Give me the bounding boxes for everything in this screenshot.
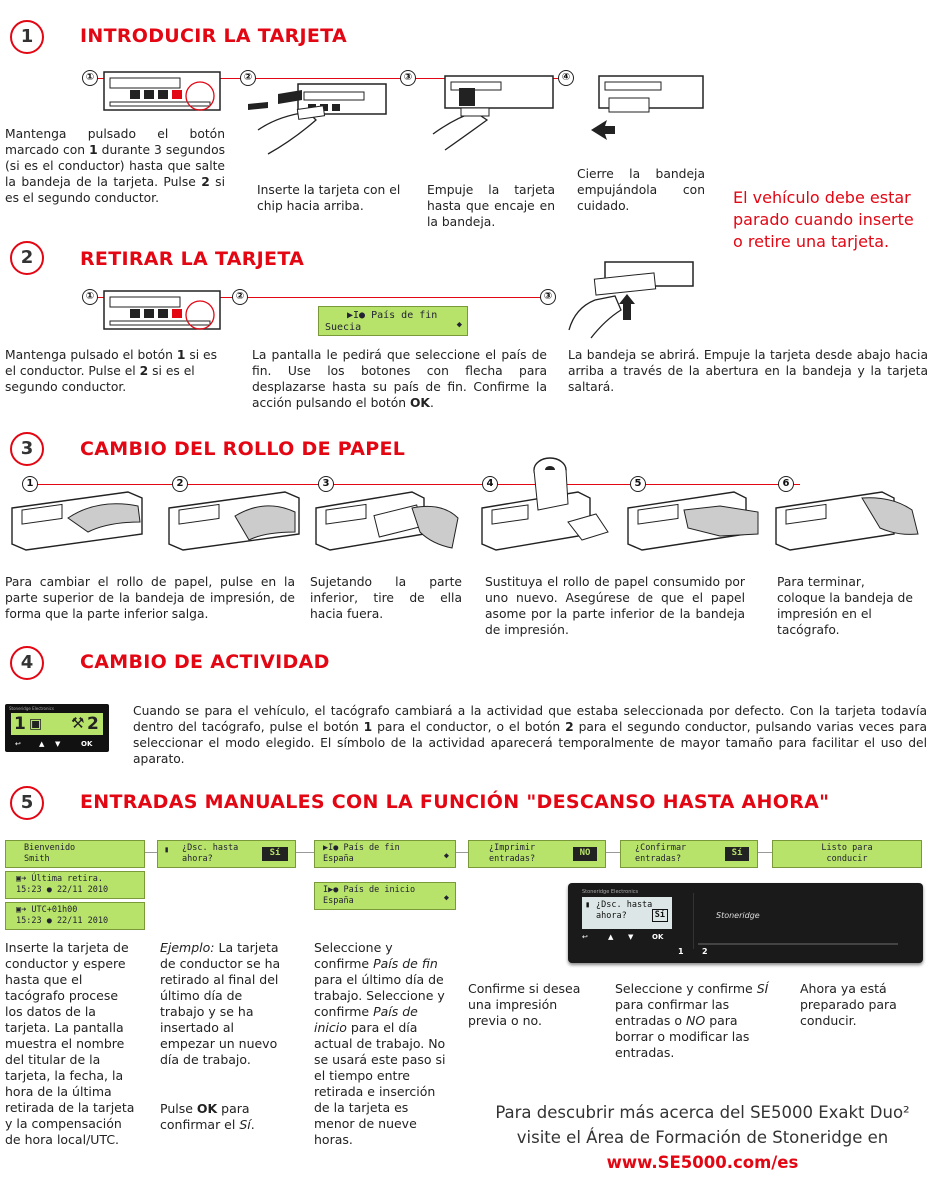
- lcd-welcome: Bienvenido Smith: [5, 840, 145, 868]
- ok-button[interactable]: OK: [652, 933, 664, 941]
- tachograph-buttons-illustration: [100, 285, 225, 335]
- brand-label: Stoneridge Electronics: [582, 889, 639, 895]
- step-description: Confirme si desea una impresión previa o no.: [468, 981, 581, 1028]
- footer-line: visite el Área de Formación de Stoneridge en: [516, 1128, 889, 1147]
- paper-roll-step-illustration: [312, 488, 462, 556]
- step-marker: ②: [232, 289, 248, 305]
- back-button-icon[interactable]: ↩: [15, 740, 21, 748]
- card-icon: ▮: [585, 900, 591, 910]
- step-marker: ②: [240, 70, 256, 86]
- step-marker: 6: [778, 476, 794, 492]
- section-title: CAMBIO DEL ROLLO DE PAPEL: [80, 438, 406, 460]
- brand-label: Stoneridge Electronics: [9, 706, 54, 711]
- step-marker: ③: [400, 70, 416, 86]
- step-marker: 1: [22, 476, 38, 492]
- yes-value: Sí: [725, 847, 749, 861]
- step-description: Inserte la tarjeta de conductor y espere hasta que el tacógrafo procese los datos de la tarjeta. La pantalla muestra el nombre del titular de la tarjeta, la fecha, la hora de la última retirada de la tarjeta y la compensación de hora local/UTC.: [5, 940, 135, 1147]
- lcd-country-end: ▶I● País de fin Suecia ◆: [318, 306, 468, 336]
- step-description: Empuje la tarjeta hasta que encaje en la bandeja.: [427, 183, 555, 229]
- bed-icon: ▣: [29, 716, 43, 732]
- step-marker: 3: [318, 476, 334, 492]
- step-description: Sujetando la parte inferior, tire de ella hacia fuera.: [310, 575, 462, 621]
- up-button-icon[interactable]: ▲: [608, 933, 614, 941]
- section-title: ENTRADAS MANUALES CON LA FUNCIÓN "DESCANSO HASTA AHORA": [80, 791, 830, 813]
- section-number: 5: [10, 786, 44, 820]
- step-description: Seleccione y confirme País de fin para el último día de trabajo. Seleccione y confirme País de inicio para el día actual de trabajo. No se usará este paso si el tiempo entre retirada e inserción de la tarjeta es menor de nueve horas.: [314, 940, 446, 1147]
- back-button-icon[interactable]: ↩: [582, 933, 588, 941]
- step-description: Para cambiar el rollo de papel, pulse en la parte superior de la bandeja de impresión, de forma que la parte inferior salga.: [5, 575, 295, 621]
- activity-codriver-number: 2: [87, 714, 99, 734]
- printer-panel: [693, 893, 909, 949]
- lcd-country-end: ▶I● País de fin España ◆: [314, 840, 456, 868]
- flow-connector: [145, 852, 157, 853]
- yes-value: Sí: [262, 847, 288, 861]
- down-button-icon[interactable]: ▼: [55, 740, 61, 748]
- paper-roll-step-illustration: [624, 488, 764, 556]
- section-description: Cuando se para el vehículo, el tacógrafo cambiará a la actividad que estaba seleccionada por defecto. Con la tarjeta todavía dentro del tacógrafo, pulse el botón 1 para el conductor, o el botón 2 para el segundo conductor, pulsando varias veces para seleccionar el modo elegido. El símbolo de la actividad aparecerá temporalmente de mayor tamaño para facilitar el uso del aparato.: [133, 704, 927, 766]
- flow-connector: [758, 852, 772, 853]
- step-marker: ①: [82, 70, 98, 86]
- step-marker: 4: [482, 476, 498, 492]
- lcd-confirm-entries: ¿Confirmar entradas? Sí: [620, 840, 758, 868]
- step-description: La bandeja se abrirá. Empuje la tarjeta desde abajo hacia arriba a través de la abertura en la bandeja y la tarjeta saltará.: [568, 348, 928, 394]
- step-description: Mantenga pulsado el botón 1 si es el conductor. Pulse el 2 si es el segundo conductor.: [5, 348, 218, 394]
- lcd-last-withdrawal: ▣➜ Última retira. 15:23 ● 22/11 2010: [5, 871, 145, 899]
- section-number: 1: [10, 20, 44, 54]
- step-marker: 5: [630, 476, 646, 492]
- card-eject-illustration: [565, 250, 695, 340]
- ok-button[interactable]: OK: [81, 740, 93, 748]
- section-number: 3: [10, 432, 44, 466]
- push-card-illustration: [425, 72, 555, 152]
- driver-1-button[interactable]: 1: [678, 947, 684, 956]
- paper-roll-replace-illustration: [478, 452, 618, 556]
- flow-connector: [456, 852, 468, 853]
- paper-roll-step-illustration: [772, 488, 922, 556]
- yes-value: Sí: [652, 909, 668, 922]
- warning-note: El vehículo debe estar parado cuando inserte o retire una tarjeta.: [733, 188, 914, 251]
- down-button-icon[interactable]: ▼: [628, 933, 634, 941]
- lcd-ready-to-drive: Listo para conducir: [772, 840, 922, 868]
- flow-connector: [296, 852, 314, 853]
- step-marker: ③: [540, 289, 556, 305]
- website-link[interactable]: www.SE5000.com/es: [606, 1153, 799, 1172]
- step-description: La pantalla le pedirá que seleccione el país de fin. Use los botones con flecha para desplazarse hasta su país de fin. Confirme la acción pulsando el botón OK.: [252, 348, 547, 410]
- paper-roll-step-illustration: [8, 488, 148, 556]
- close-tray-illustration: [585, 72, 705, 152]
- step-description: Sustituya el rollo de papel consumido por uno nuevo. Asegúrese de que el papel asome por la parte inferior de la bandeja de impresión.: [485, 575, 745, 637]
- tachograph-display-illustration: [5, 704, 109, 752]
- step-description: Ahora ya está preparado para conducir.: [800, 981, 897, 1028]
- stoneridge-logo: Stoneridge: [716, 911, 760, 920]
- lcd-print-entries: ¿Imprimir entradas? NO: [468, 840, 606, 868]
- step-description: Pulse OK para confirmar el Sí.: [160, 1101, 255, 1132]
- step-connector: [30, 484, 800, 485]
- work-hammers-icon: ⚒: [71, 714, 85, 732]
- device-screen: ▮ ¿Dsc. hasta ahora? Sí: [582, 897, 672, 929]
- step-description: Inserte la tarjeta con el chip hacia arriba.: [257, 183, 401, 213]
- activity-lcd: [11, 713, 103, 735]
- up-down-arrows-icon: ◆: [456, 320, 462, 330]
- step-marker: 2: [172, 476, 188, 492]
- lcd-country-start: I▶● País de inicio España ◆: [314, 882, 456, 910]
- tachograph-device: [568, 883, 923, 963]
- up-down-arrows-icon: ◆: [443, 893, 449, 903]
- footer-line: Para descubrir más acerca del SE5000 Exakt Duo²: [495, 1103, 910, 1122]
- footer-promo: [470, 1100, 935, 1175]
- tachograph-buttons-illustration: [100, 66, 225, 116]
- lcd-rest-until-now: ▮ ¿Dsc. hasta ahora? Sí: [157, 840, 296, 868]
- flow-connector: [606, 852, 620, 853]
- activity-driver-number: 1: [14, 714, 26, 734]
- step-description: Mantenga pulsado el botón marcado con 1 durante 3 segundos (si es el conductor) hasta que salte la bandeja de la tarjeta. Pulse 2 si es el segundo conductor.: [5, 127, 225, 205]
- section-title: INTRODUCIR LA TARJETA: [80, 25, 347, 47]
- insert-card-illustration: [238, 80, 388, 160]
- driver-2-button[interactable]: 2: [702, 947, 708, 956]
- step-marker: ④: [558, 70, 574, 86]
- step-marker: ①: [82, 289, 98, 305]
- section-title: RETIRAR LA TARJETA: [80, 248, 305, 270]
- section-number: 2: [10, 241, 44, 275]
- step-description: Para terminar, coloque la bandeja de impresión en el tacógrafo.: [777, 575, 913, 637]
- lcd-utc-offset: ▣➜ UTC+01h00 15:23 ● 22/11 2010: [5, 902, 145, 930]
- step-description: Ejemplo: La tarjeta de conductor se ha retirado al final del último día de trabajo y se ha insertado al empezar un nuevo día de trabajo.: [160, 940, 281, 1067]
- up-down-arrows-icon: ◆: [443, 851, 449, 861]
- step-description: Seleccione y confirme SÍ para confirmar las entradas o NO para borrar o modificar las entradas.: [615, 981, 769, 1060]
- up-button-icon[interactable]: ▲: [39, 740, 45, 748]
- no-value: NO: [573, 847, 597, 861]
- section-title: CAMBIO DE ACTIVIDAD: [80, 651, 330, 673]
- card-icon: ▮: [164, 845, 170, 855]
- section-number: 4: [10, 646, 44, 680]
- step-description: Cierre la bandeja empujándola con cuidado.: [577, 167, 705, 213]
- paper-roll-step-illustration: [165, 488, 305, 556]
- card-slot: [698, 943, 898, 945]
